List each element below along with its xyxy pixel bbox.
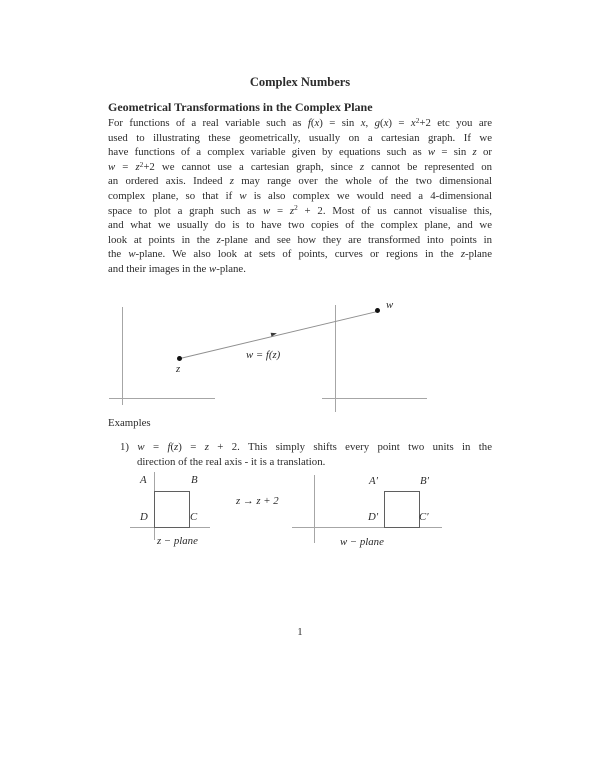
corner-label-b-prime: B′ <box>420 475 429 487</box>
example-1-line-2: direction of the real axis - it is a translation. <box>137 455 326 468</box>
paragraph-line: space to plot a graph such as $w = z^2 + 2$. Most of us cannot visualise this, <box>108 203 492 217</box>
point-w <box>375 308 380 313</box>
paragraph-line: have functions of a complex variable given by equations such as w = sin z or <box>108 146 492 159</box>
paragraph-line: an ordered axis. Indeed z may range over the whole of the two dimensional <box>108 175 492 188</box>
intro-paragraph <box>108 116 492 277</box>
paragraph-line: $w = z^2+2$ we cannot use a cartesian graph, since z cannot be represented on <box>108 159 492 173</box>
point-z <box>177 356 182 361</box>
z-plane-horizontal-axis <box>109 398 215 399</box>
paragraph-line: look at points in the z-plane and see how they are transformed into points in <box>108 233 492 246</box>
example-1-line-1: 1) w = f(z) = z + 2. This simply shifts every point two units in the <box>120 441 492 453</box>
page-number: 1 <box>297 626 303 638</box>
corner-label-d-prime: D′ <box>368 511 379 523</box>
corner-label-c: C <box>190 511 198 523</box>
point-z-label: z <box>176 363 181 375</box>
section-heading: Geometrical Transformations in the Complex Plane <box>108 100 373 114</box>
w-plane-square <box>384 491 420 528</box>
paragraph-line: For functions of a real variable such as f(x) = sin x, $g(x) = x^2+2$ etc you are <box>108 116 492 129</box>
example-1 <box>120 440 492 469</box>
point-w-label: w <box>386 299 394 311</box>
corner-label-c-prime: C′ <box>419 511 429 523</box>
w-plane-horizontal-axis <box>322 398 427 399</box>
translation-mapping-label: z → z + 2 <box>236 495 279 507</box>
paragraph-line: complex plane, so that if w is also complex we would need a 4-dimensional <box>108 190 492 203</box>
w-plane-vertical-axis-2 <box>314 475 315 543</box>
z-plane-caption: z − plane <box>157 535 198 547</box>
paragraph-line: used to illustrating these geometrically, usually on a cartesian graph. If we <box>108 131 492 144</box>
function-label: w = f(z) <box>246 349 281 361</box>
examples-label: Examples <box>108 417 151 429</box>
corner-label-a-prime: A′ <box>369 475 378 487</box>
corner-label-b: B <box>191 474 198 486</box>
paragraph-line: and their images in the w-plane. <box>108 263 246 276</box>
corner-label-d: D <box>140 511 148 523</box>
z-plane-square <box>154 491 190 528</box>
paragraph-line: the w-plane. We also look at sets of points, curves or regions in the z-plane <box>108 248 492 261</box>
page-title: Complex Numbers <box>249 75 351 89</box>
corner-label-a: A <box>140 474 147 486</box>
paragraph-line: and what we usually do is to have two copies of the complex plane, and we <box>108 219 492 232</box>
w-plane-caption: w − plane <box>340 536 384 548</box>
z-plane-vertical-axis <box>122 307 123 405</box>
